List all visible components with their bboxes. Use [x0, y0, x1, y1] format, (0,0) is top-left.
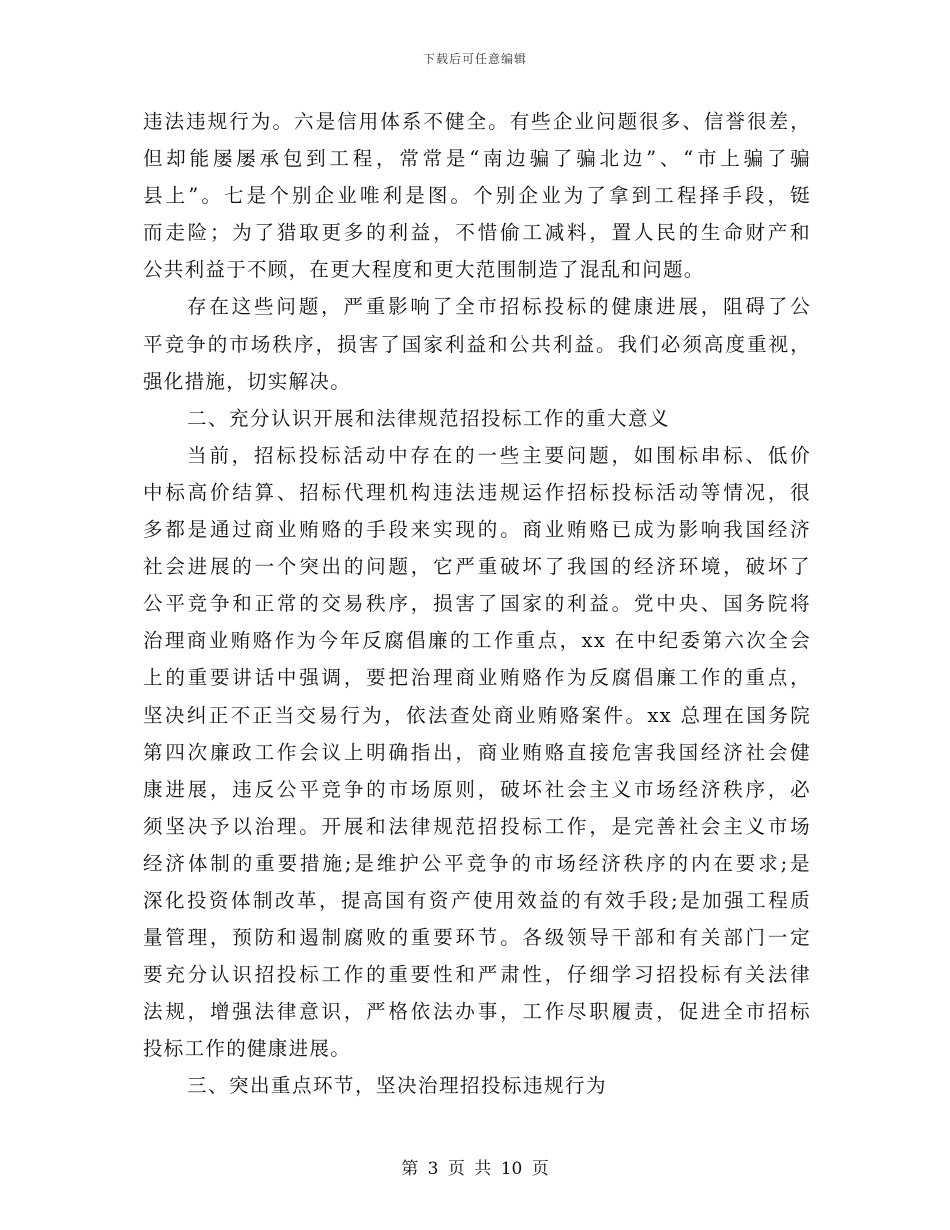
text-line: 要充分认识招投标工作的重要性和严肃性，仔细学习招投标有关法律	[143, 963, 811, 987]
text-line: 康进展，违反公平竞争的市场原则，破坏社会主义市场经济秩序，必	[143, 777, 811, 801]
paragraph-first-line: 存在这些问题，严重影响了全市招标投标的健康进展，阻碍了公	[187, 295, 811, 319]
text-line: 法规，增强法律意识，严格依法办事，工作尽职履责，促进全市招标	[143, 1000, 811, 1024]
text-line: 县上”。七是个别企业唯利是图。个别企业为了拿到工程择手段，铤	[143, 184, 811, 208]
text-line: 强化措施，切实解决。	[143, 369, 352, 393]
text-line: 多都是通过商业贿赂的手段来实现的。商业贿赂已成为影响我国经济	[143, 518, 811, 542]
text-line: 投标工作的健康进展。	[143, 1037, 352, 1061]
text-line: 平竞争的市场秩序，损害了国家利益和公共利益。我们必须高度重视，	[143, 332, 811, 356]
page-header: 下载后可任意编辑	[422, 52, 527, 66]
document-body	[143, 103, 811, 1105]
text-line: 量管理，预防和遏制腐败的重要环节。各级领导干部和有关部门一定	[143, 926, 811, 950]
section-heading-2: 二、充分认识开展和法律规范招投标工作的重大意义	[187, 406, 671, 430]
page-number-footer: 第 3 页 共 10 页	[401, 1159, 549, 1179]
text-line: 中标高价结算、招标代理机构违法违规运作招标投标活动等情况，很	[143, 480, 811, 504]
text-line: 治理商业贿赂作为今年反腐倡廉的工作重点，xx 在中纪委第六次全会	[143, 629, 811, 653]
text-line: 公共利益于不顾，在更大程度和更大范围制造了混乱和问题。	[143, 258, 705, 282]
text-line: 第四次廉政工作会议上明确指出，商业贿赂直接危害我国经济社会健	[143, 740, 811, 764]
text-line: 经济体制的重要措施;是维护公平竞争的市场经济秩序的内在要求;是	[143, 851, 811, 875]
paragraph-first-line: 当前，招标投标活动中存在的一些主要问题，如围标串标、低价	[187, 443, 811, 467]
text-line: 而走险；为了猎取更多的利益，不惜偷工减料，置人民的生命财产和	[143, 221, 811, 245]
text-line: 坚决纠正不正当交易行为，依法查处商业贿赂案件。xx 总理在国务院	[143, 703, 811, 727]
text-line: 社会进展的一个突出的问题，它严重破坏了我国的经济环境，破坏了	[143, 555, 811, 579]
text-line: 深化投资体制改革，提高国有资产使用效益的有效手段;是加强工程质	[143, 888, 811, 912]
section-heading-3: 三、突出重点环节，坚决治理招投标违规行为	[187, 1074, 608, 1098]
text-line: 公平竞争和正常的交易秩序，损害了国家的利益。党中央、国务院将	[143, 592, 811, 616]
text-line: 须坚决予以治理。开展和法律规范招投标工作，是完善社会主义市场	[143, 814, 811, 838]
text-line: 违法违规行为。六是信用体系不健全。有些企业问题很多、信誉很差，	[143, 110, 811, 133]
text-line: 但却能屡屡承包到工程，常常是“南边骗了骗北边”、“市上骗了骗	[143, 147, 811, 171]
text-line: 上的重要讲话中强调，要把治理商业贿赂作为反腐倡廉工作的重点，	[143, 666, 811, 690]
